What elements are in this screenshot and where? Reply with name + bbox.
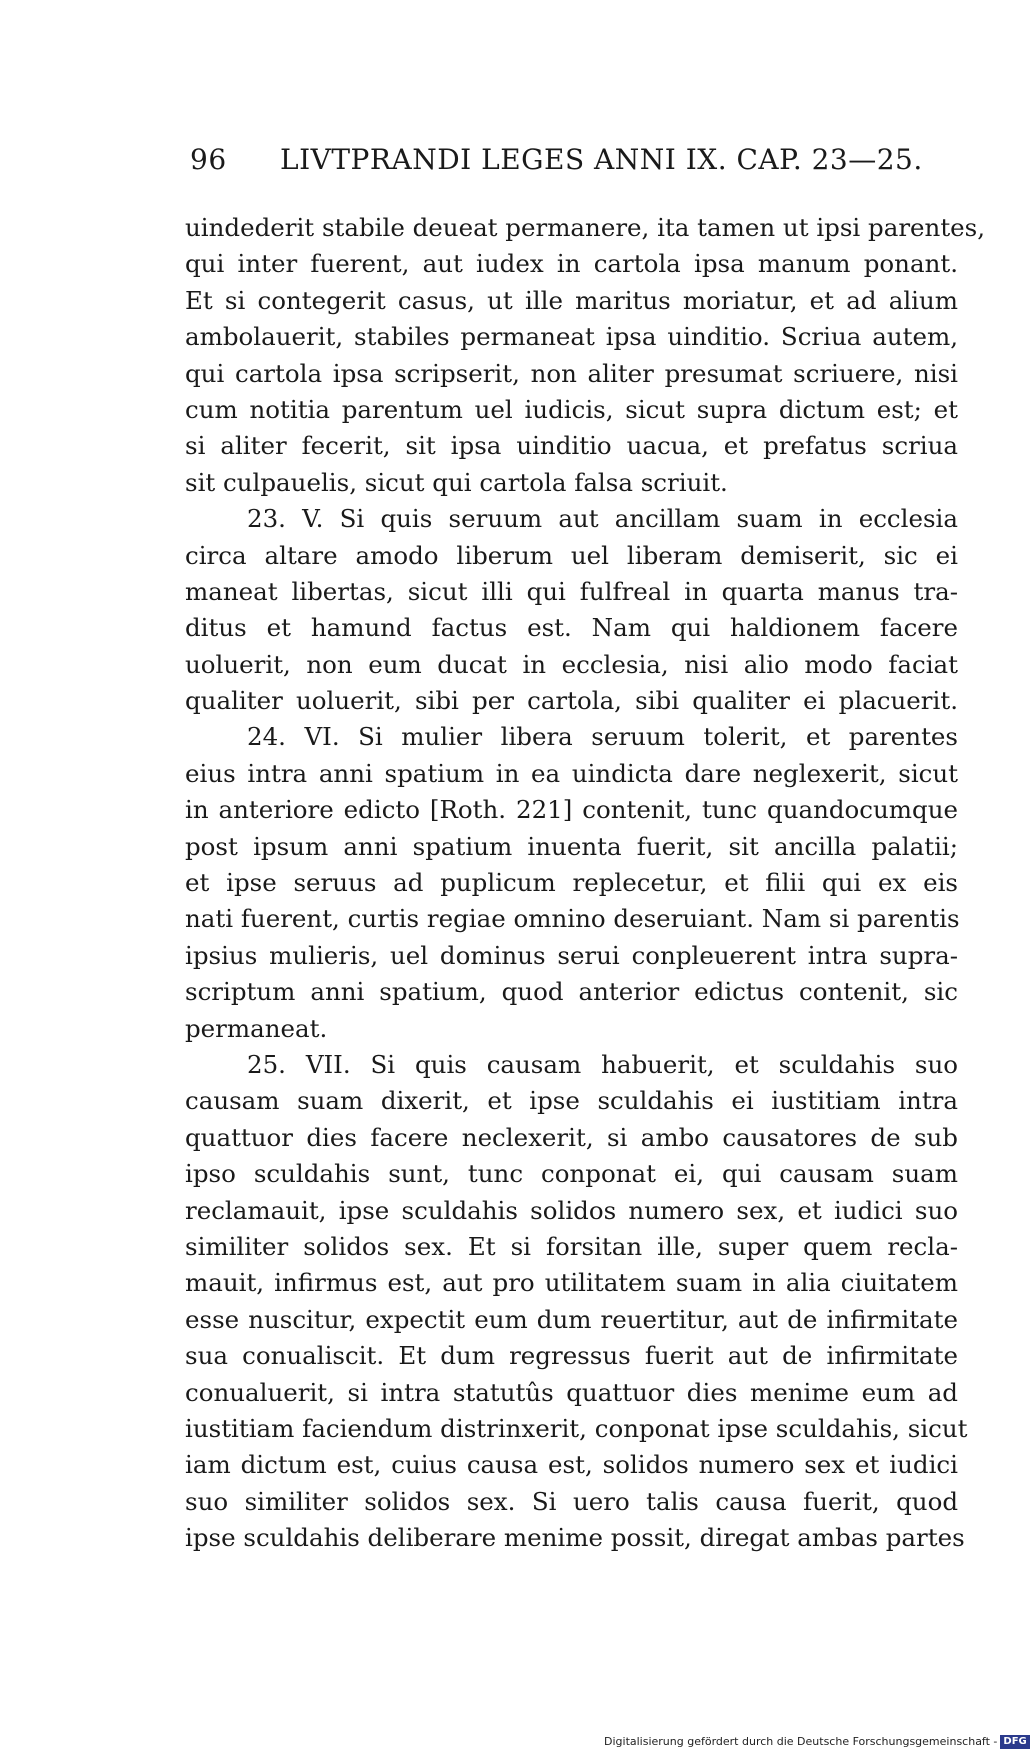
section-start-24: 24. VI. Si mulier libera seruum tolerit, et parentes — [247, 722, 958, 752]
text-line: ambolauerit, stabiles permaneat ipsa uinditio. Scriua autem, — [185, 322, 958, 352]
text-line: ipse sculdahis deliberare menime possit, diregat ambas partes — [185, 1523, 965, 1553]
section-start-25: 25. VII. Si quis causam habuerit, et sculdahis suo — [247, 1049, 958, 1079]
text-line: cum notitia parentum uel iudicis, sicut supra dictum est; et — [185, 394, 958, 424]
text-line: si aliter fecerit, sit ipsa uinditio uacua, et prefatus scriua — [185, 431, 958, 461]
text-line: post ipsum anni spatium inuenta fuerit, sit ancilla palatii; — [185, 831, 958, 861]
text-line: permaneat. — [185, 1013, 328, 1043]
text-line: nati fuerent, curtis regiae omnino deseruiant. Nam si parentis — [185, 904, 960, 934]
text-line: in anteriore edicto [Roth. 221] contenit, tunc quandocumque — [185, 795, 958, 825]
page-number: 96 — [190, 143, 227, 176]
running-head — [190, 143, 923, 176]
text-line: iustitiam faciendum distrinxerit, conponat ipse sculdahis, sicut — [185, 1413, 968, 1443]
text-line: esse nuscitur, expectit eum dum reuertitur, aut de infirmitate — [185, 1304, 958, 1334]
text-line: iam dictum est, cuius causa est, solidos numero sex et iudici — [185, 1450, 958, 1480]
text-line: sua conualiscit. Et dum regressus fuerit aut de infirmitate — [185, 1341, 958, 1371]
text-line: mauit, infirmus est, aut pro utilitatem suam in alia ciuitatem — [185, 1268, 958, 1298]
text-line: conualuerit, si intra statutûs quattuor dies menime eum ad — [185, 1377, 958, 1407]
text-line: et ipse seruus ad puplicum replecetur, et filii qui ex eis — [185, 868, 958, 898]
section-start-23: 23. V. Si quis seruum aut ancillam suam in ecclesia — [247, 504, 958, 534]
text-line: qui inter fuerent, aut iudex in cartola ipsa manum ponant. — [185, 249, 958, 279]
text-line: quattuor dies facere neclexerit, si ambo causatores de sub — [185, 1122, 958, 1152]
text-line: reclamauit, ipse sculdahis solidos numero sex, et iudici suo — [185, 1195, 958, 1225]
text-line: circa altare amodo liberum uel liberam demiserit, sic ei — [185, 540, 958, 570]
text-line: qualiter uoluerit, sibi per cartola, sibi qualiter ei placuerit. — [185, 686, 958, 716]
dfg-logo: DFG — [1000, 1735, 1029, 1749]
text-line: ipso sculdahis sunt, tunc conponat ei, qui causam suam — [185, 1159, 958, 1189]
text-line: causam suam dixerit, et ipse sculdahis ei iustitiam intra — [185, 1086, 958, 1116]
text-line: uoluerit, non eum ducat in ecclesia, nisi alio modo faciat — [185, 649, 958, 679]
text-line: ditus et hamund factus est. Nam qui haldionem facere — [185, 613, 958, 643]
page-title: LIVTPRANDI LEGES ANNI IX. CAP. 23—25. — [280, 143, 923, 176]
text-line: similiter solidos sex. Et si forsitan ille, super quem recla- — [185, 1231, 958, 1261]
text-line: uindederit stabile deueat permanere, ita tamen ut ipsi parentes, — [185, 213, 986, 242]
text-line: qui cartola ipsa scripserit, non aliter presumat scriuere, nisi — [185, 358, 958, 388]
text-line: maneat libertas, sicut illi qui fulfreal in quarta manus tra- — [185, 576, 958, 606]
text-body — [185, 210, 986, 1556]
text-line: suo similiter solidos sex. Si uero talis causa fuerit, quod — [185, 1486, 958, 1516]
text-line: ipsius mulieris, uel dominus serui conpleuerent intra supra- — [185, 940, 958, 970]
text-line: scriptum anni spatium, quod anterior edictus contenit, sic — [185, 977, 958, 1007]
digitization-footer — [604, 1735, 1030, 1749]
text-line: eius intra anni spatium in ea uindicta dare neglexerit, sicut — [185, 758, 958, 788]
text-line: sit culpauelis, sicut qui cartola falsa scriuit. — [185, 467, 728, 497]
footer-text: Digitalisierung gefördert durch die Deutsche Forschungsgemeinschaft - — [604, 1735, 998, 1748]
text-line: Et si contegerit casus, ut ille maritus moriatur, et ad alium — [185, 285, 958, 315]
